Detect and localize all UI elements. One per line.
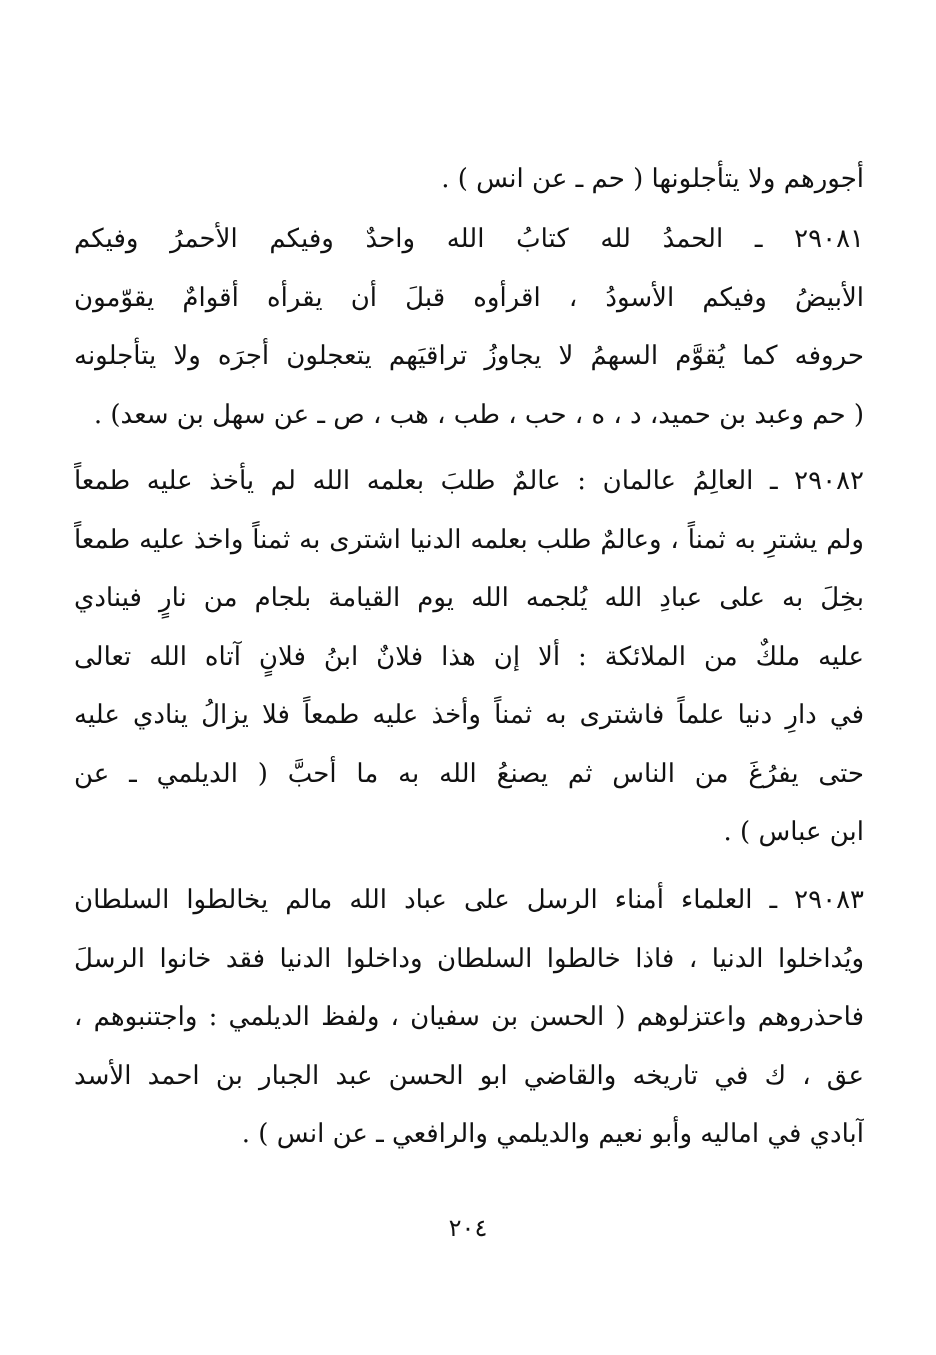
text-line: ٢٩٠٨٢ ـ العالِمُ عالمان : عالمٌ طلبَ بعلمه الله لم يأخذ عليه طمعاً — [74, 466, 864, 496]
text-line: حتى يفرُغَ من الناس ثم يصنعُ الله به ما أحبَّ ( الديلمي ـ عن — [74, 758, 864, 789]
text-line: في دارِ دنيا علماً فاشترى به ثمناً وأخذ عليه طمعاً فلا يزالُ ينادي عليه — [74, 700, 864, 730]
text-line: بخِلَ به على عبادِ الله يُلجمه الله يوم القيامة بلجام من نارٍ فينادي — [74, 583, 864, 613]
text-line: ( حم وعبد بن حميد، د ، ه ، حب ، طب ، هب ، ص ـ عن سهل بن سعد) . — [93, 399, 864, 430]
text-line: فاحذروهم واعتزلوهم ( الحسن بن سفيان ، ولفظ الديلمي : واجتنبوهم ، — [74, 1002, 864, 1032]
text-line: ٢٩٠٨١ ـ الحمدُ لله كتابُ الله واحدٌ وفيكم الأحمرُ وفيكم — [74, 224, 864, 254]
hadith-29083 — [74, 871, 864, 1164]
hadith-29081 — [74, 210, 864, 444]
hadith-29082 — [74, 452, 864, 862]
text-line: عليه ملكٌ من الملائكة : ألا إن هذا فلانٌ ابنُ فلانٍ آتاه الله تعالى — [74, 641, 864, 672]
text-line: ٢٩٠٨٣ ـ العلماء أمناء الرسل على عباد الله مالم يخالطوا السلطان — [74, 885, 864, 915]
text-line: أجورهم ولا يتأجلونها ( حم ـ عن انس ) . — [441, 164, 864, 194]
text-line: عق ، ك في تاريخه والقاضي ابو الحسن عبد الجبار بن احمد الأسد — [74, 1060, 864, 1091]
text-line: ولم يشترِ به ثمناً ، وعالمٌ طلب بعلمه الدنيا اشترى به ثمناً واخذ عليه طمعاً — [74, 524, 864, 555]
text-line: الأبيضُ وفيكم الأسودُ ، اقرأوه قبلَ أن يقرأه أقوامٌ يقوّمون — [74, 282, 864, 313]
text-line: ابن عباس ) . — [723, 817, 864, 847]
text-line: ويُداخلوا الدنيا ، فاذا خالطوا السلطان وداخلوا الدنيا فقد خانوا الرسلَ — [74, 943, 864, 974]
text-line: آبادي في اماليه وأبو نعيم والديلمي والرافعي ـ عن انس ) . — [241, 1119, 864, 1149]
paragraph-continuation — [74, 150, 864, 209]
text-line: حروفه كما يُقوَّم السهمُ لا يجاوزُ تراقيَهم يتعجلون أجرَه ولا يتأجلونه — [74, 341, 864, 371]
page-number: ٢٠٤ — [448, 1214, 488, 1242]
